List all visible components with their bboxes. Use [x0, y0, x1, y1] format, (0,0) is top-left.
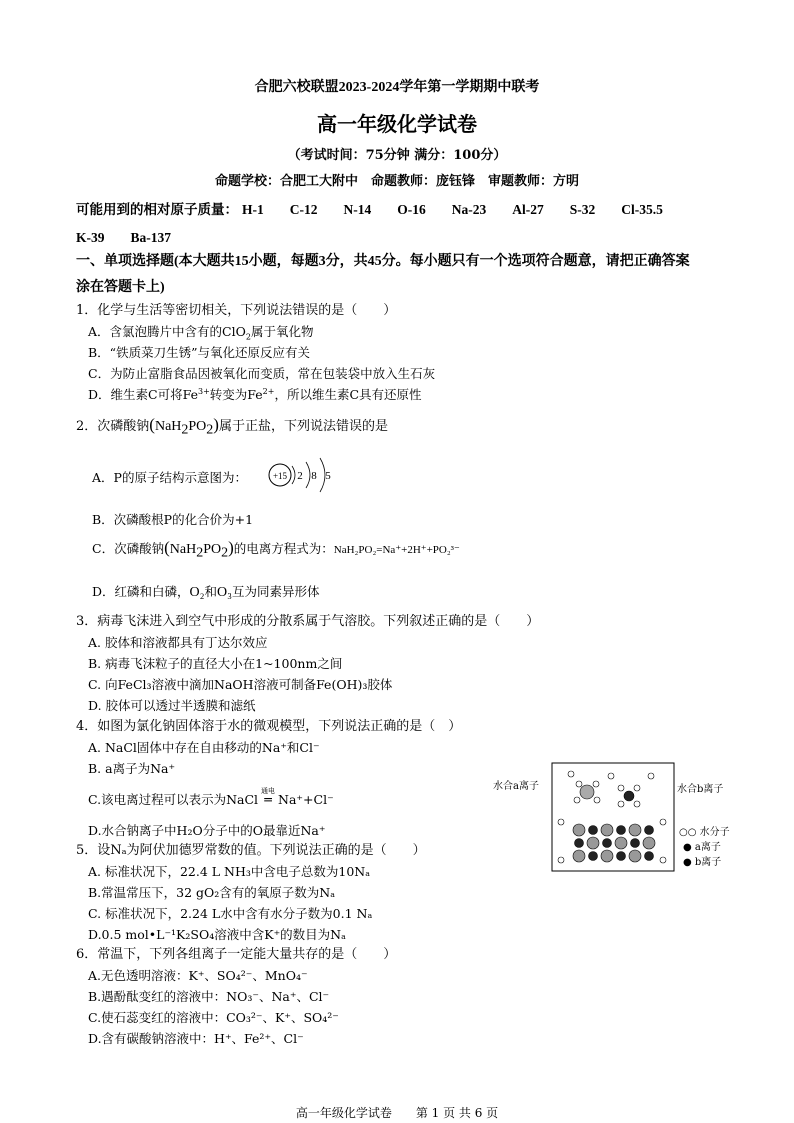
atomic-mass: N-14: [343, 202, 372, 217]
q6-option-a: A.无色透明溶液：K⁺、SO₄²⁻、MnO₄⁻: [88, 968, 308, 983]
q5-option-d: D.0.5 mol•L⁻¹K₂SO₄溶液中含K⁺的数目为Nₐ: [88, 927, 346, 942]
q5-option-a: A. 标准状况下，22.4 L NH₃中含电子总数为10Nₐ: [88, 864, 371, 879]
ion-circle: [575, 839, 584, 848]
q1-option-b: B．“铁质菜刀生锈”与氧化还原反应有关: [88, 345, 310, 360]
ion-circle: [580, 785, 594, 799]
q3-option-a: A. 胶体和溶液都具有丁达尔效应: [88, 635, 268, 650]
q5-option-c: C. 标准状况下，2.24 L水中含有水分子数为0.1 Nₐ: [88, 906, 373, 921]
ion-circle: [660, 857, 666, 863]
q3-option-b: B. 病毒飞沫粒子的直径大小在1~100nm之间: [88, 656, 343, 671]
shell-arc: [320, 458, 325, 492]
ion-circle: [558, 857, 564, 863]
atomic-masses-label: 可能用到的相对原子质量：: [76, 202, 238, 217]
page-footer: 高一年级化学试卷 第 1 页 共 6 页: [295, 1106, 499, 1120]
q4-option-a: A. NaCl固体中存在自由移动的Na⁺和Cl⁻: [88, 740, 320, 755]
q4-option-c: C.该电离过程可以表示为NaCl 通电 ═ Na⁺+Cl⁻: [88, 787, 334, 807]
q2-option-d: D．红磷和白磷，O₂和O₃互为同素异形体: [92, 584, 320, 600]
ion-circle: [629, 824, 641, 836]
ion-circle: [618, 801, 624, 807]
ion-circle: [608, 773, 614, 779]
ion-circle: [645, 826, 654, 835]
legend-water: ○○ 水分子: [679, 827, 730, 838]
atomic-masses-row1: [76, 202, 689, 218]
atomic-mass: S-32: [569, 202, 596, 217]
section-heading-line1: 一、单项选择题(本大题共15小题，每题3分，共45分。每小题只有一个选项符合题意，请把正确答案: [76, 254, 690, 269]
legend-b-ion: ● b离子: [683, 857, 722, 868]
q4-stem: 4．如图为氯化钠固体溶于水的微观模型，下列说法正确的是（ ）: [76, 719, 462, 734]
q1-option-d: D．维生素C可将$Fe^{3+}$转变为$Fe^{2+}$，所以维生素C具有还原性: [88, 386, 422, 402]
ion-circle: [594, 797, 600, 803]
ion-circle: [568, 771, 574, 777]
atomic-masses-row2: [76, 230, 197, 246]
atomic-mass: K-39: [76, 230, 105, 245]
ion-circle: [617, 826, 626, 835]
shell-arc: [306, 462, 310, 488]
ion-circle: [643, 837, 655, 849]
q6-option-b: B.遇酚酞变红的溶液中：NO₃⁻、Na⁺、Cl⁻: [88, 989, 330, 1004]
shell-electrons: 5: [325, 470, 331, 482]
ion-circle: [645, 852, 654, 861]
ion-circle: [634, 801, 640, 807]
q4-option-d: D.水合钠离子中H₂O分子中的O最靠近Na⁺: [88, 823, 326, 838]
ion-circle: [660, 819, 666, 825]
atomic-mass: O-16: [397, 202, 426, 217]
q1-option-c: C．为防止富脂食品因被氧化而变质，常在包装袋中放入生石灰: [88, 366, 436, 381]
crystal-model: [551, 762, 675, 872]
ion-circle: [573, 850, 585, 862]
atomic-mass: C-12: [289, 202, 318, 217]
q1-option-a: A．含氯泡腾片中含有的ClO$_2$属于氧化物: [88, 324, 314, 342]
ion-circle: [576, 781, 582, 787]
q3-option-c: C. 向FeCl₃溶液中滴加NaOH溶液可制备Fe(OH)₃胶体: [88, 677, 393, 692]
exam-series-title: 合肥六校联盟2023-2024学年第一学期期中联考: [254, 80, 540, 95]
section-heading-line2: 涂在答题卡上): [76, 280, 165, 295]
atomic-mass: Cl-35.5: [621, 202, 663, 217]
q6-stem: 6．常温下，下列各组离子一定能大量共存的是（ ）: [76, 947, 397, 962]
ion-circle: [601, 824, 613, 836]
ion-circle: [589, 826, 598, 835]
ion-circle: [593, 781, 599, 787]
q5-option-b: B.常温常压下，32 gO₂含有的氧原子数为Nₐ: [88, 885, 336, 900]
shell-electrons: 8: [311, 470, 317, 482]
atomic-mass: H-1: [242, 202, 264, 217]
legend-a-ion: ● a离子: [683, 842, 721, 853]
q3-stem: 3．病毒飞沫进入到空气中形成的分散系属于气溶胶。下列叙述正确的是（ ）: [76, 614, 540, 629]
q2-stem: 2．次磷酸钠$(NaH_2PO_2)$属于正盐，下列说法错误的是: [76, 415, 388, 438]
ion-circle: [615, 837, 627, 849]
nucleus-charge: +15: [272, 471, 288, 481]
ion-circle: [629, 850, 641, 862]
ion-circle: [634, 785, 640, 791]
ion-circle: [558, 819, 564, 825]
ion-circle: [617, 852, 626, 861]
ion-circle: [573, 824, 585, 836]
ion-circle: [624, 791, 634, 801]
atomic-mass: Na-23: [451, 202, 487, 217]
shell-electrons: 2: [297, 470, 303, 482]
page-title: 高一年级化学试卷: [317, 112, 477, 136]
ion-circle: [618, 785, 624, 791]
ion-circle: [587, 837, 599, 849]
q6-option-d: D.含有碳酸钠溶液中：H⁺、Fe²⁺、Cl⁻: [88, 1031, 304, 1046]
ion-circle: [648, 773, 654, 779]
q4-option-b: B. a离子为Na⁺: [88, 761, 176, 776]
setter-info: 命题学校：合肥工大附中 命题教师：庞钰锋 审题教师：方明: [214, 174, 579, 189]
label-hydrated-b-ion: 水合b离子: [677, 784, 724, 795]
atomic-mass: Ba-137: [130, 230, 171, 245]
nacl-dissolution-figure: [493, 762, 731, 872]
label-hydrated-a-ion: 水合a离子: [493, 781, 539, 792]
shell-arc: [292, 466, 295, 484]
q5-stem: 5．设Nₐ为阿伏加德罗常数的值。下列说法正确的是（ ）: [76, 843, 426, 858]
q3-option-d: D. 胶体可以透过半透膜和滤纸: [88, 698, 256, 713]
q6-option-c: C.使石蕊变红的溶液中：CO₃²⁻、K⁺、SO₄²⁻: [88, 1010, 339, 1025]
atomic-mass: Al-27: [512, 202, 544, 217]
atomic-structure-diagram: [266, 452, 346, 498]
ion-circle: [631, 839, 640, 848]
q2-option-a: A．P的原子结构示意图为：: [92, 470, 247, 485]
ion-circle: [589, 852, 598, 861]
ion-circle: [574, 797, 580, 803]
q2-option-b: B．次磷酸根P的化合价为+1: [92, 512, 254, 527]
q2-option-c: C．次磷酸钠$(NaH_2PO_2)$的电离方程式为：NaH₂PO₂=Na⁺+2H⁺+PO₂³⁻: [92, 538, 460, 561]
ion-circle: [601, 850, 613, 862]
q1-stem: 1．化学与生活等密切相关，下列说法错误的是（ ）: [76, 303, 397, 318]
ion-circle: [603, 839, 612, 848]
exam-info: （考试时间：75分钟 满分：100分）: [287, 148, 507, 163]
